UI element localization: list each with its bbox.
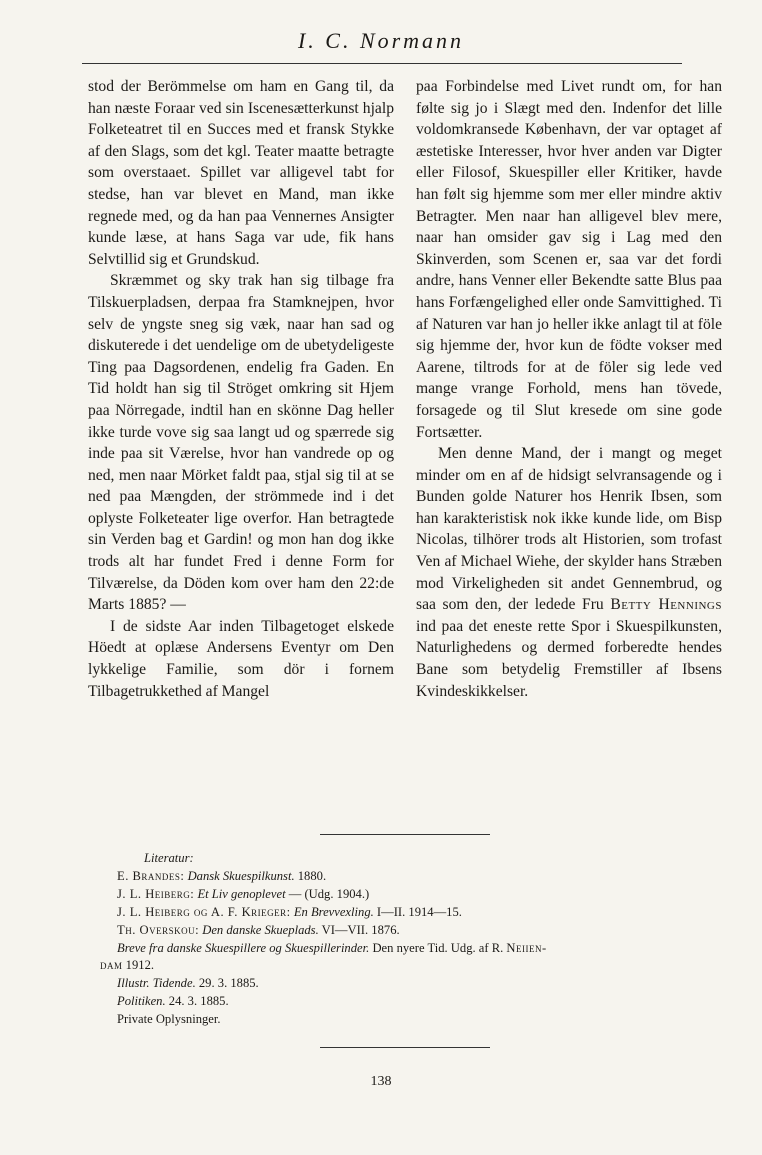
bibliography-entry	[100, 922, 670, 940]
author: Th. Overskou:	[117, 922, 200, 937]
entry-details: I—II. 1914—15.	[376, 904, 462, 919]
entry-details: 29. 3. 1885.	[198, 976, 259, 991]
section-divider	[320, 834, 490, 835]
author: J. L. Heiberg og A. F. Krieger:	[117, 904, 291, 919]
bibliography-entry	[100, 940, 670, 958]
paragraph: Skræmmet og sky trak han sig tilbage fra Tilskuerpladsen, derpaa fra Stamknejpen, hvor selv de yngste sneg sig væk, naar han sad og diskuterede i det uendelige om de ubetydeligeste Ting paa Dagsordenen, endelig fra Gaden. En Tid holdt han sig til Ströget omkring sit Hjem paa Nörregade, indtil han en skönne Dag heller ikke turde vove sig saa langt ud og spærrede sig inde paa sit Værelse, hvor han vandrede op og ned, men naar Mörket faldt paa, stjal sig til at se ned paa Mængden, der strömmede ind i det oplyste Folketeater lige overfor. Han betragtede sin Verden bag et Gardin! og mon han dog ikke trods alt har fundet Fred i denne Form for Tilværelse, da Döden kom over ham den 22:de Marts 1885? —	[88, 272, 394, 614]
entry-details: 24. 3. 1885.	[168, 994, 229, 1009]
entry-details: VI—VII. 1876.	[321, 922, 400, 937]
bibliography-entry	[100, 975, 670, 993]
work-title: Et Liv genoplevet	[197, 886, 286, 901]
work-title: Politiken.	[117, 994, 166, 1009]
paragraph-text: Men denne Mand, der i mangt og meget minder om en af de hidsigt selvransagende og i Bunden golde Naturer hos Henrik Ibsen, som han karakteristisk nok ikke kunde lide, om Bisp Nicolas, tilhörer trods alt Historien, som trofast Ven af Michael Wiehe, der skylder hans Stræben mod Virkeligheden sit andet Gennembrud, og saa som den, der ledede Fru	[416, 445, 722, 614]
author: E. Brandes:	[117, 868, 185, 883]
header-rule	[82, 63, 682, 64]
bibliography-entry-continuation	[100, 957, 670, 975]
work-title: Dansk Skuespilkunst.	[187, 868, 295, 883]
entry-details: 1912.	[125, 958, 155, 973]
page-number: 138	[370, 1074, 392, 1089]
work-title: Illustr. Tidende.	[117, 976, 196, 991]
left-column	[88, 76, 394, 702]
work-title: Breve fra danske Skuespillere og Skuespillerinder.	[117, 940, 370, 955]
paragraph	[416, 443, 722, 702]
bibliography-entry: Private Oplysninger.	[117, 1012, 221, 1027]
entry-details: Den nyere Tid. Udg. af R.	[372, 940, 504, 955]
bibliography	[100, 850, 670, 1029]
right-column	[416, 76, 722, 702]
running-head: I. C. Normann	[297, 28, 465, 53]
bibliography-entry	[100, 904, 670, 922]
entry-details: — (Udg. 1904.)	[288, 886, 370, 901]
person-name: Betty Hennings	[610, 596, 722, 614]
paragraph: I de sidste Aar inden Tilbagetoget elskede Höedt at oplæse Andersens Eventyr om Den lykkelige Familie, som dör i fornem Tilbagetrukkethed af Mangel	[88, 617, 394, 700]
work-title: En Brevvexling.	[293, 904, 374, 919]
bibliography-entry	[100, 868, 670, 886]
author: J. L. Heiberg:	[117, 886, 195, 901]
section-divider	[320, 1047, 490, 1048]
bibliography-entry	[100, 886, 670, 904]
editor-name: Neiien-	[506, 940, 547, 955]
paragraph: paa Forbindelse med Livet rundt om, for han følte sig jo i Slægt med den. Indenfor det lille voldomkransede København, der var optaget af æstetiske Interesser, hvor hver anden var Digter eller Filosof, Skuespiller eller Kritiker, havde han følt sig hjemme som mer eller mindre aktiv Betragter. Men naar han alligevel blev mere, naar han omsider gav sig i Lag med den Skinverden, som Scenen er, saa var det fordi andre, hans Venner eller Bekendte satte Blus paa hans Forfængelighed eller onde Samvittighed. Ti af Naturen var han jo heller ikke anlagt til at föle sig hjemme der, hvor kun de födte vokser med Aarene, tiltrods for at de föler sig lede ved mange vrange Forhold, mens han tövede, forsagede og til Slut kresede om sine gode Fortsætter.	[416, 78, 722, 441]
bibliography-entry	[100, 993, 670, 1011]
work-title: Den danske Skueplads.	[202, 922, 319, 937]
paragraph: stod der Berömmelse om ham en Gang til, da han næste Foraar ved sin Iscenesætterkunst hjalp Folketeatret til en Succes med et fransk Stykke af den Slags, som det kgl. Teater maatte betragte som overstaaet. Spillet var alligevel tabt for stedse, han var blevet en Mand, man ikke regnede med, og da han paa Vennernes Ansigter kunde læse, at hans Saga var ude, fik hans Selvtillid sig et Grundskud.	[88, 78, 394, 268]
editor-name: dam	[100, 958, 123, 973]
bibliography-heading: Literatur:	[144, 851, 194, 865]
paragraph-text: ind paa det eneste rette Spor i Skuespilkunsten, Naturlighedens og dermed forberedte hendes Bane som betydelig Fremstiller af Ibsens Kvindeskikkelser.	[416, 617, 722, 700]
entry-details: 1880.	[297, 868, 327, 883]
